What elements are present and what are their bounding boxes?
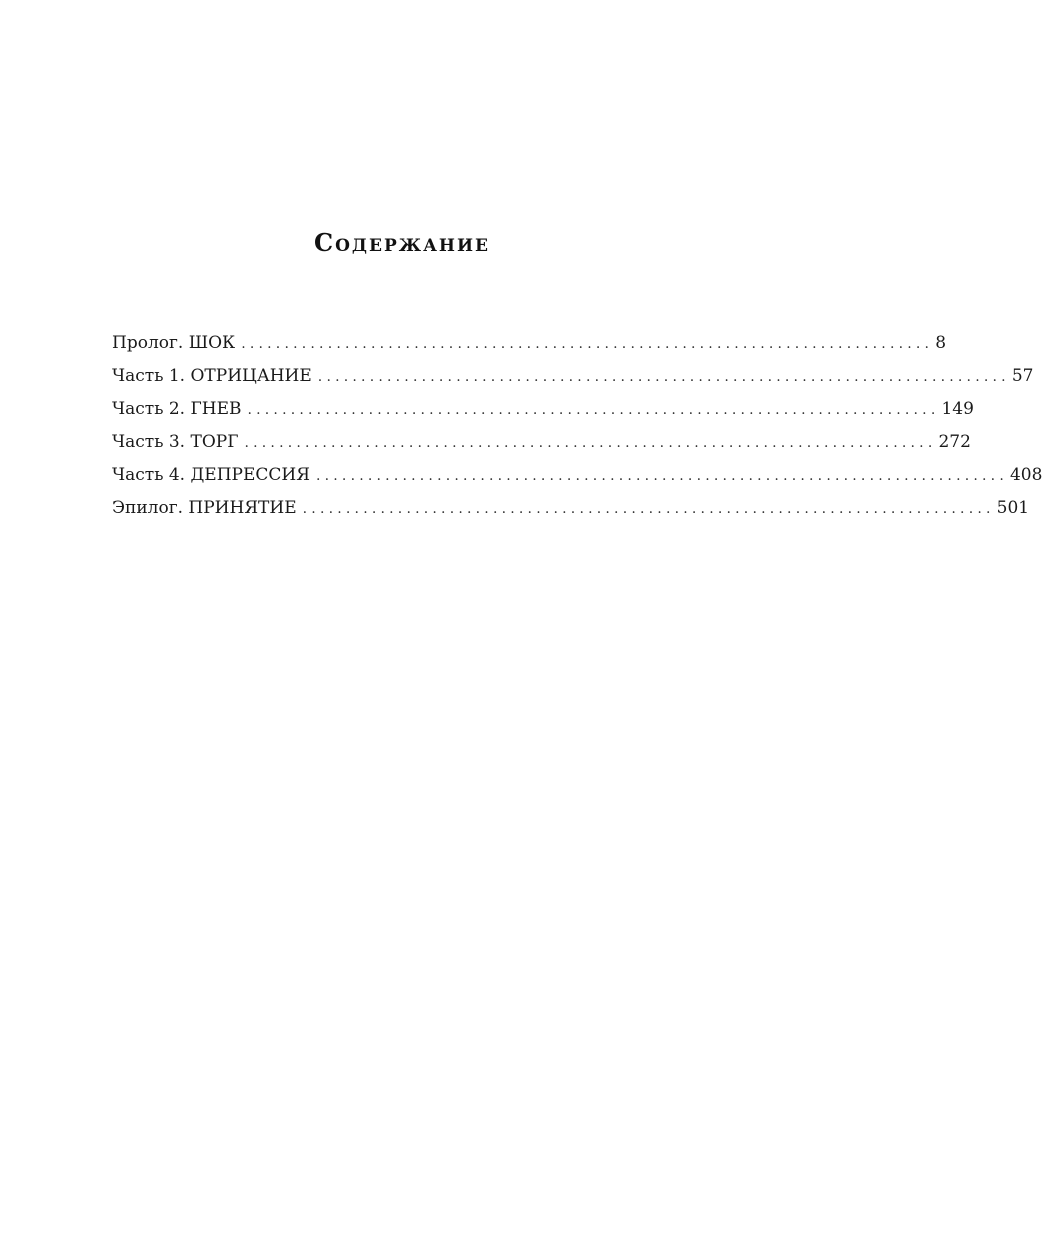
dot-leader: ................................................................................ xyxy=(241,336,934,352)
toc-entry-part-3 xyxy=(112,432,971,465)
toc-entry-page-number: 501 xyxy=(996,498,1030,518)
table-of-contents xyxy=(112,333,1042,531)
dot-leader: ................................................................................ xyxy=(317,369,1010,385)
dot-leader: ................................................................................ xyxy=(247,402,940,418)
toc-entry-page-number: 408 xyxy=(1009,465,1042,485)
dot-leader: ................................................................................ xyxy=(302,501,995,517)
toc-entry-label: Эпилог. ПРИНЯТИЕ xyxy=(112,498,297,518)
toc-entry-page-number: 149 xyxy=(941,399,974,419)
toc-entry-part-4 xyxy=(112,465,1042,498)
toc-entry-label: Часть 2. ГНЕВ xyxy=(112,399,242,419)
toc-entry-label: Пролог. ШОК xyxy=(112,333,236,353)
toc-entry-label: Часть 3. ТОРГ xyxy=(112,432,239,452)
toc-entry-page-number: 272 xyxy=(938,432,971,452)
toc-entry-part-1 xyxy=(112,366,1034,399)
page-title: Содержание xyxy=(314,228,490,257)
toc-entry-prologue xyxy=(112,333,947,366)
toc-entry-label: Часть 4. ДЕПРЕССИЯ xyxy=(112,465,310,485)
dot-leader: ................................................................................ xyxy=(315,468,1008,484)
toc-entry-page-number: 8 xyxy=(935,333,947,353)
dot-leader: ................................................................................ xyxy=(244,435,937,451)
toc-entry-epilogue xyxy=(112,498,1030,531)
toc-entry-label: Часть 1. ОТРИЦАНИЕ xyxy=(112,366,312,386)
toc-entry-page-number: 57 xyxy=(1011,366,1034,386)
toc-entry-part-2 xyxy=(112,399,974,432)
